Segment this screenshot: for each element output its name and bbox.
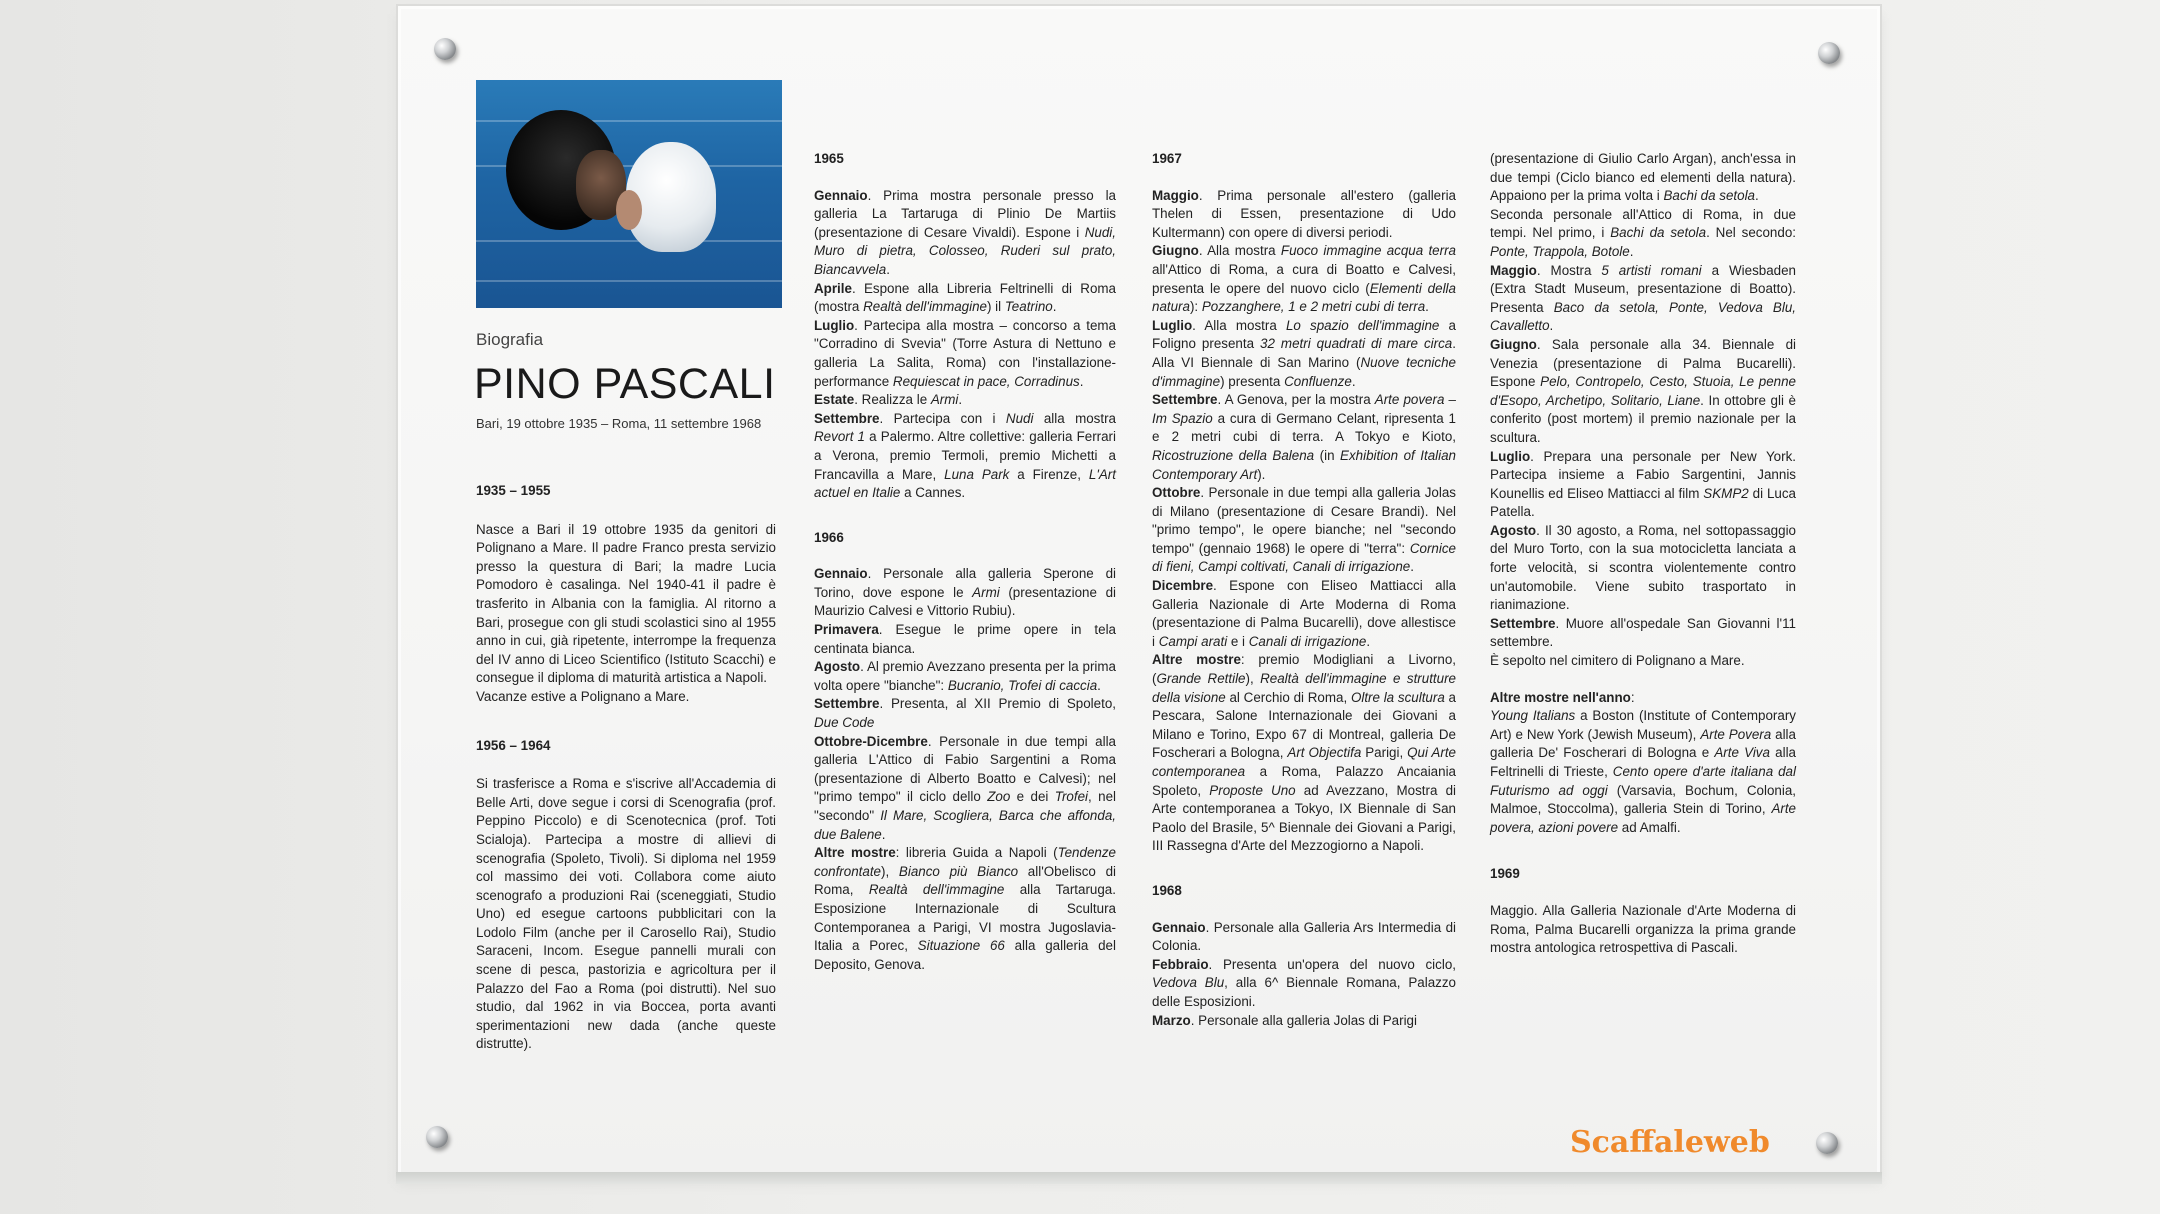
screw-bottom-right [1816,1132,1838,1154]
panel-edge [396,1172,1882,1184]
entry: (presentazione di Giulio Carlo Argan), anch'essa in due tempi (Ciclo bianco ed elementi della natura). Appaiono per la prima volta i Bachi da setola. [1490,151,1796,204]
year-heading: 1935 – 1955 [476,483,551,498]
entry: Agosto. Al premio Avezzano presenta per la prima volta opere "bianche": Bucranio, Trofei di caccia. [814,659,1116,693]
photo-cheek [616,190,642,230]
watermark: Scaffaleweb [1570,1125,1770,1160]
entry: Seconda personale all'Attico di Roma, in due tempi. Nel primo, i Bachi da setola. Nel secondo: Ponte, Trappola, Botole. [1490,206,1796,259]
entry: Febbraio. Presenta un'opera del nuovo ciclo, Vedova Blu, alla 6^ Biennale Romana, Palazzo delle Esposizioni. [1152,956,1456,1009]
entry: Luglio. Partecipa alla mostra – concorso a tema "Corradino di Svevia" (Torre Astura di Nettuno e galleria La Salita, Roma) con l'installazione-performance Requiescat in pace, Corradinus. [814,317,1116,389]
entry: Settembre. A Genova, per la mostra Arte povera – Im Spazio a cura di Germano Celant, ripresenta 1 e 2 metri cubi di terra. A Tokyo e Kioto, Ricostruzione della Balena (in Exhibition of Italian Contemporary Art). [1152,392,1456,482]
entry: Settembre. Presenta, al XII Premio di Spoleto, Due Code [814,696,1116,731]
artist-dates: Bari, 19 ottobre 1935 – Roma, 11 settembre 1968 [476,416,762,431]
screw-bottom-left [426,1126,448,1148]
entry: Ottobre. Personale in due tempi alla galleria Jolas di Milano (presentazione di Cesare Brandi). Nel "primo tempo", le opere bianche; nel "secondo tempo" (gennaio 1968) le opere di "terra": Cornice di fieni, Campi coltivati, Canali di irrigazione. [1152,485,1456,575]
entry: Gennaio. Personale alla Galleria Ars Intermedia di Colonia. [1152,919,1456,954]
column-3 [1152,150,1456,1030]
entry: Giugno. Alla mostra Fuoco immagine acqua terra all'Attico di Roma, a cura di Boatto e Calvesi, presenta le opere del nuovo ciclo (Elementi della natura): Pozzanghere, 1 e 2 metri cubi di terra. [1152,243,1456,315]
year-heading: 1956 – 1964 [476,737,551,753]
year-heading: 1967 [1152,151,1182,166]
entry: Maggio. Alla Galleria Nazionale d'Arte Moderna di Roma, Palma Bucarelli organizza la prima grande mostra antologica retrospettiva di Pascali. [1490,902,1796,956]
paragraph: Nasce a Bari il 19 ottobre 1935 da genitori di Polignano a Mare. Il padre Franco presta servizio presso la questura di Bari; la madre Lucia Pomodoro è casalinga. Nel 1940-41 il padre è trasferito in Albania con la famiglia. Al ritorno a Bari, prosegue con gli studi scolastici sino al 1955 anno in cui, già ripetente, interrompe la frequenza del IV anno di Liceo Scientifico (Istituto Scacchi) e consegue il diploma di maturità artistica a Napoli. [476,521,776,686]
entry: Maggio. Mostra 5 artisti romani a Wiesbaden (Extra Stadt Museum, presentazione di Boatto). Presenta Baco da setola, Ponte, Vedova Blu, Cavalletto. [1490,262,1796,334]
year-heading: 1969 [1490,866,1520,882]
year-heading: 1968 [1152,882,1182,898]
year-heading: 1965 [814,151,844,166]
entry: Estate. Realizza le Armi. [814,392,963,408]
entry: Settembre. Muore all'ospedale San Giovanni l'11 settembre. [1490,615,1796,650]
entry: Luglio. Prepara una personale per New York. Partecipa insieme a Fabio Sargentini, Jannis Kounellis ed Eliseo Mattiacci al film SKMP2 di Luca Patella. [1490,448,1796,520]
entry: Dicembre. Espone con Eliseo Mattiacci alla Galleria Nazionale di Arte Moderna di Roma (presentazione di Palma Bucarelli), dove allestisce i Campi arati e i Canali di irrigazione. [1152,578,1456,649]
entry: Aprile. Espone alla Libreria Feltrinelli di Roma (mostra Realtà dell'immagine) il Teatrino. [814,280,1116,315]
entry: Gennaio. Personale alla galleria Sperone di Torino, dove espone le Armi (presentazione di Maurizio Calvesi e Vittorio Rubiu). [814,566,1116,619]
column-2 [814,150,1116,974]
entry: Settembre. Partecipa con i Nudi alla mostra Revort 1 a Palermo. Altre collettive: galleria Ferrari a Verona, premio Termoli, premio Michetti a Francavilla a Mare, Luna Park a Firenze, L'Art actuel en Italie a Cannes. [814,410,1116,501]
entry: Luglio. Alla mostra Lo spazio dell'immagine a Foligno presenta 32 metri quadrati di mare circa. Alla VI Biennale di San Marino (Nuove tecniche d'immagine) presenta Confluenze. [1152,317,1457,389]
entry: Ottobre-Dicembre. Personale in due tempi alla galleria L'Attico di Fabio Sargentini a Roma (presentazione di Alberto Boatto e Calvesi); nel "primo tempo" il ciclo dello Zoo e dei Trofei, nel "secondo" Il Mare, Scogliera, Barca che affonda, due Balene. [814,733,1116,842]
entry: Marzo. Personale alla galleria Jolas di Parigi [1152,1012,1417,1028]
photo-head-white [626,142,716,252]
portrait-photo [476,80,782,308]
entry: Young Italians a Boston (Institute of Contemporary Art) e New York (Jewish Museum), Arte Povera alla galleria De' Foscherari di Bologna e Arte Viva alla Feltrinelli di Trieste, Cento opere d'arte italiana dal Futurismo ad oggi (Varsavia, Bochum, Colonia, Malmoe, Stoccolma), galleria Stein di Torino, Arte povera, azioni povere ad Amalfi. [1490,708,1796,835]
entry: Primavera. Esegue le prime opere in tela centinata bianca. [814,622,1116,656]
entry: Altre mostre: premio Modigliani a Livorno, (Grande Rettile), Realtà dell'immagine e strutture della visione al Cerchio di Roma, Oltre la scultura a Pescara, Salone Internazionale dei Giovani a Milano e Torino, Expo 67 di Montreal, galleria De Foscherari a Bologna, Art Objectifa Parigi, Qui Arte contemporanea a Roma, Palazzo Ancaiania Spoleto, Proposte Uno ad Avezzano, Mostra di Arte contemporanea a Tokyo, IX Biennale di San Paolo del Brasile, 5^ Biennale dei Giovani a Parigi, III Rassegna d'Arte del Mezzogiorno a Napoli. [1152,652,1456,854]
year-heading: 1966 [814,529,844,545]
artist-name: PINO PASCALI [474,360,776,408]
entry: Maggio. Prima personale all'estero (galleria Thelen di Essen, presentazione di Udo Kultermann) con opere di diversi periodi. [1152,187,1456,240]
entry: Gennaio. Prima mostra personale presso la galleria La Tartaruga di Plinio De Martiis (presentazione di Cesare Vivaldi). Espone i Nudi, Muro di pietra, Colosseo, Ruderi sul prato, Biancavvela. [814,187,1116,277]
entry: Giugno. Sala personale alla 34. Biennale di Venezia (presentazione di Palma Bucarelli). Espone Pelo, Contropelo, Cesto, Stuoia, Le penne d'Esopo, Archetipo, Solitario, Liane. In ottobre gli è conferito (post mortem) il premio nazionale per la scultura. [1490,336,1796,445]
entry: È sepolto nel cimitero di Polignano a Mare. [1490,653,1745,669]
entry: Agosto. Il 30 agosto, a Roma, nel sottopassaggio del Muro Torto, con la sua motocicletta lanciata a forte velocità, si scontra violentemente contro un'automobile. Viene subito trasportato in rianimazione. [1490,522,1796,613]
section-label: Biografia [476,330,544,349]
paragraph: Vacanze estive a Polignano a Mare. [476,688,690,704]
paragraph: Si trasferisce a Roma e s'iscrive all'Accademia di Belle Arti, dove segue i corsi di Scenografia (prof. Peppino Piccolo) e di Scenotecnica (prof. Toti Scialoja). Partecipa a mostre di allievi di scenografia (Spoleto, Tivoli). Si diploma nel 1959 col massimo dei voti. Collabora come aiuto scenografo a produzioni Rai (sceneggiati, Studio Uno) ed esegue cartoons pubblicitari con la Lodolo Film (anche per il Carosello Rai), Studio Saraceni, Incom. Esegue pannelli murali con scene di pesca, pastorizia e agricoltura per il Palazzo del Fao a Roma (poi distrutti). Nel suo studio, dal 1962 in via Boccea, porta avanti sperimentazioni new dada (anche queste distrutte). [476,776,776,1052]
column-4 [1490,150,1796,958]
screw-top-left [434,38,456,60]
screw-top-right [1818,42,1840,64]
entry: Altre mostre: libreria Guida a Napoli (Tendenze confrontate), Bianco più Bianco all'Obelisco di Roma, Realtà dell'immagine alla Tartaruga. Esposizione Internazionale di Scultura Contemporanea a Parigi, VI mostra Jugoslavia-Italia a Porec, Situazione 66 alla galleria del Deposito, Genova. [814,845,1116,972]
column-1 [476,482,776,1054]
entry: Altre mostre nell'anno: [1490,689,1635,705]
